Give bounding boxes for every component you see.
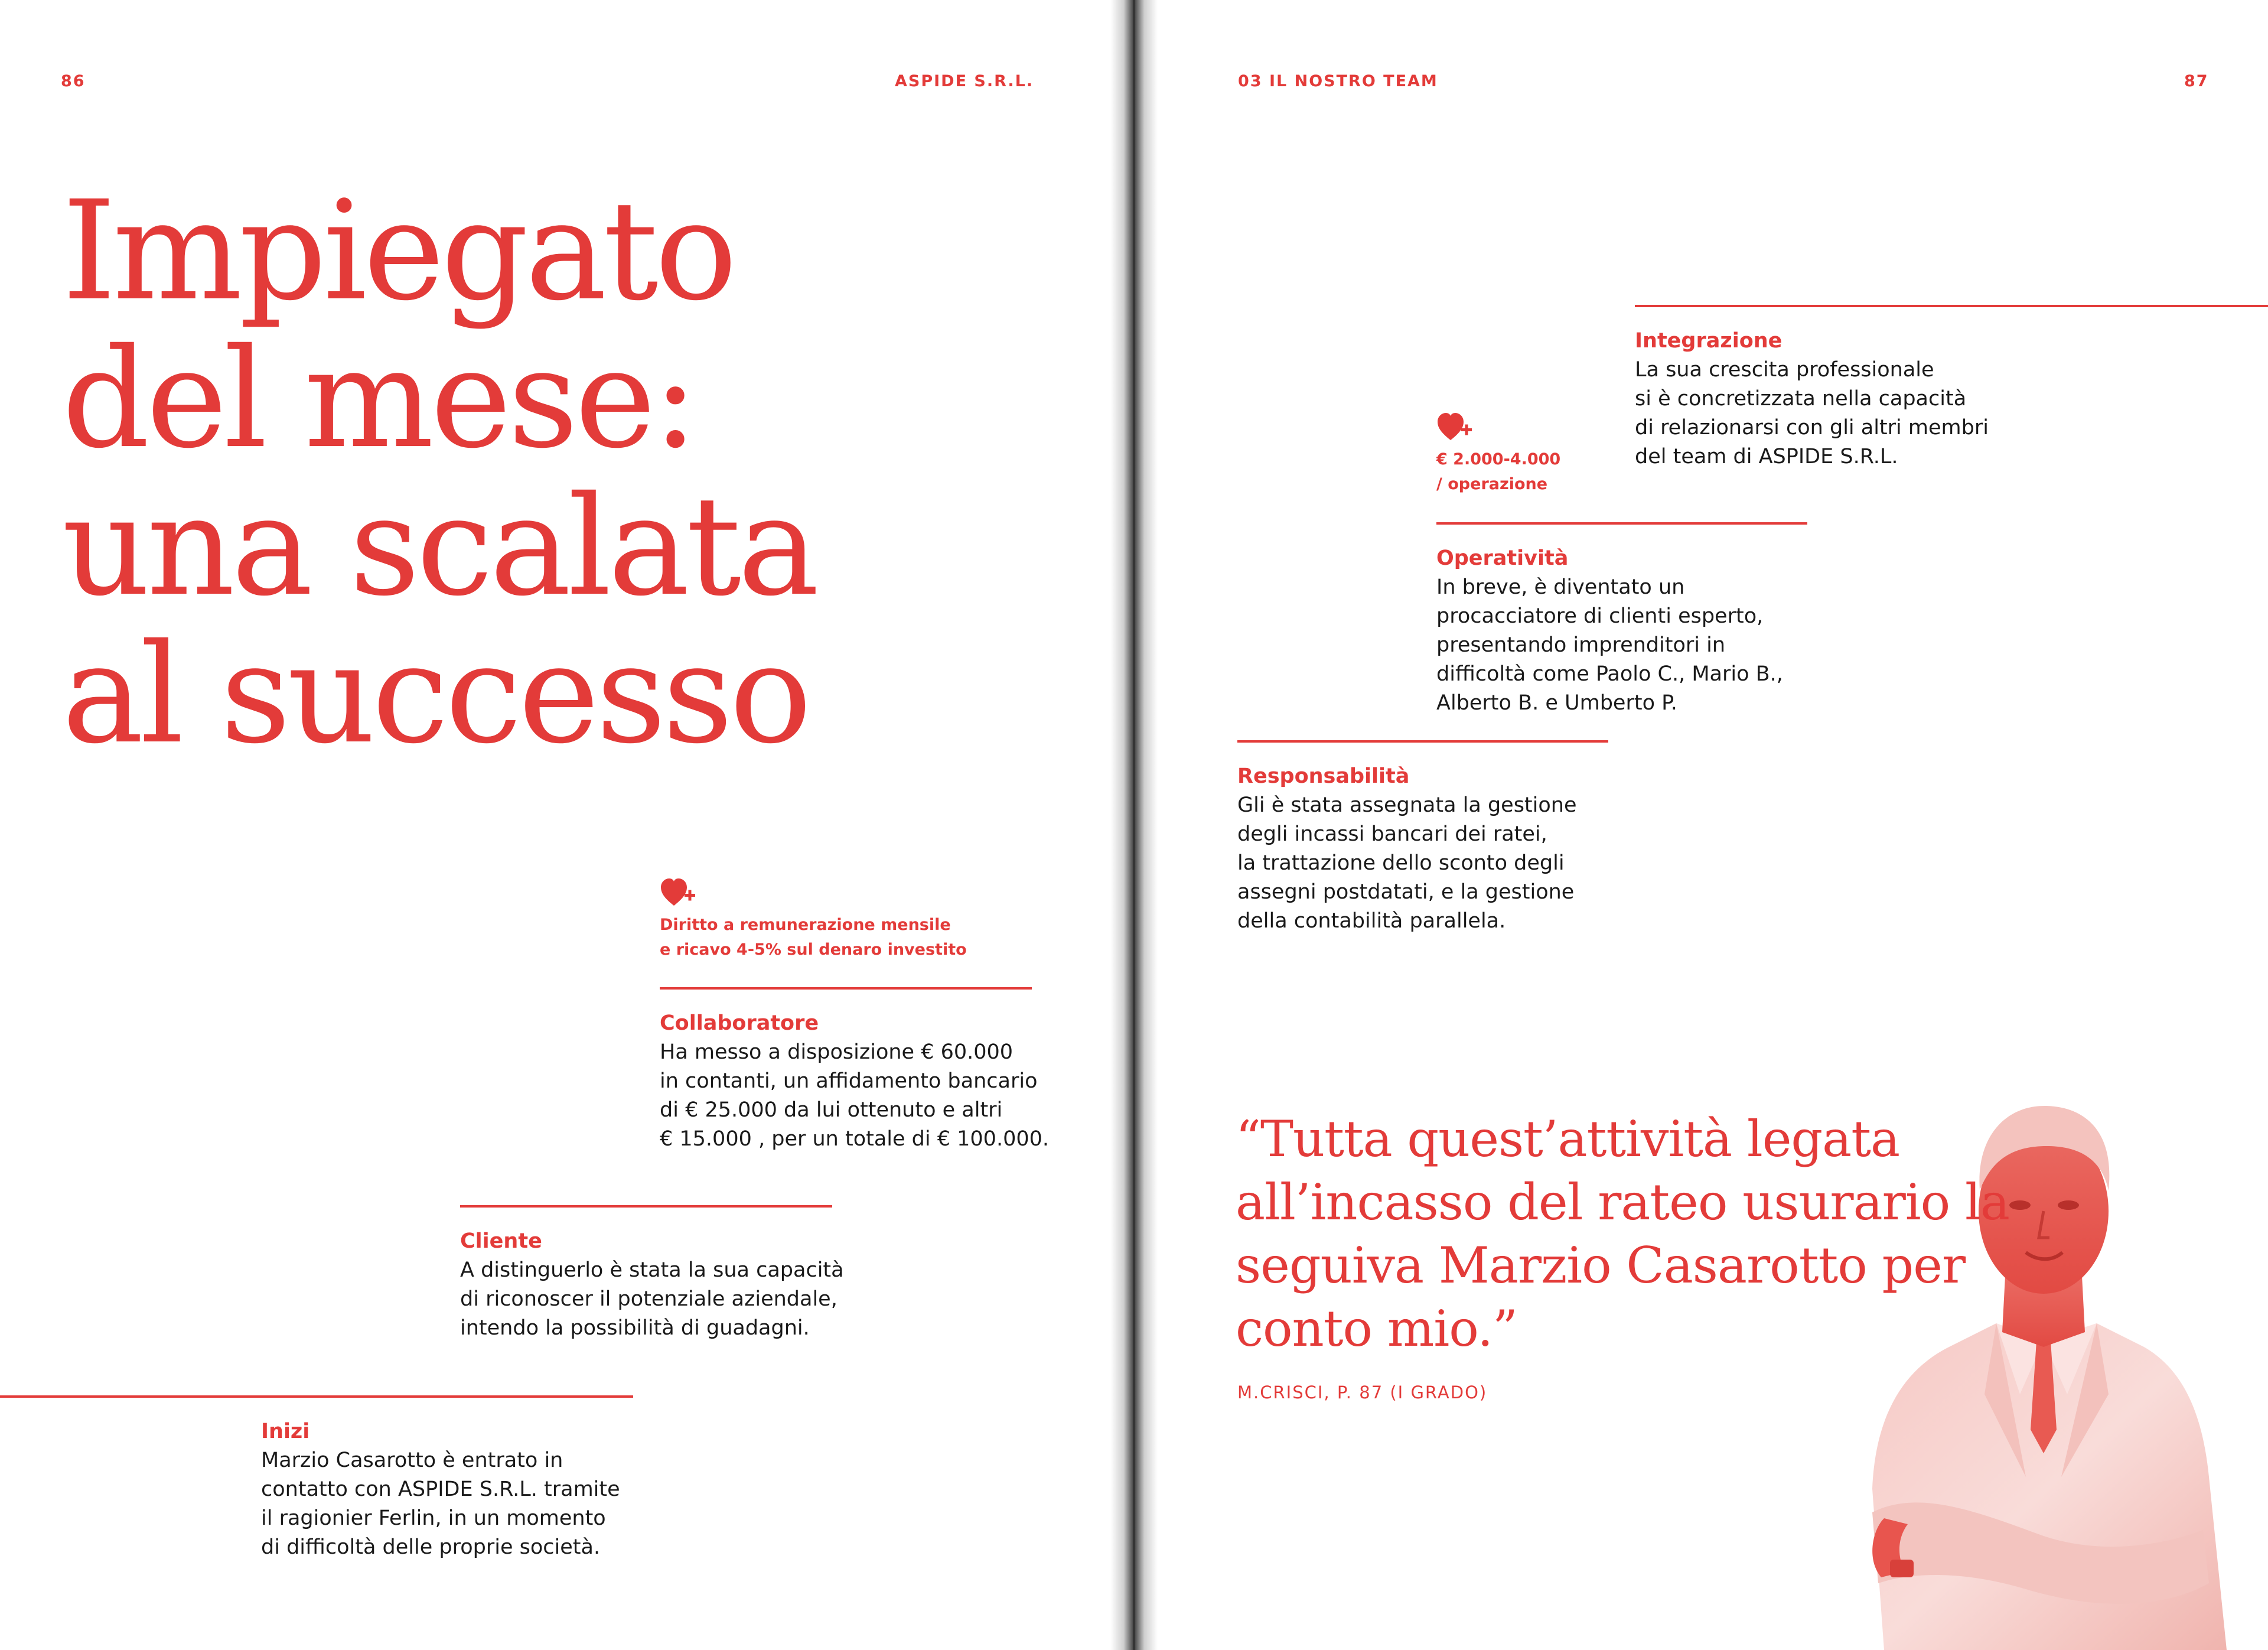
section-body: Gli è stata assegnata la gestione degli incassi bancari dei ratei, la trattazione dello sconto degli assegni postdatati, e la gestione della contabilità parallela. [1237,793,1577,933]
divider-cliente [460,1205,832,1208]
section-heading: Cliente [460,1229,542,1253]
section-heading: Responsabilità [1237,764,1410,788]
section-body: A distinguerlo è stata la sua capacità di riconoscer il potenziale aziendale, intendo la possibilità di guadagni. [460,1258,844,1340]
section-integrazione [1635,327,1989,471]
section-body: Marzio Casarotto è entrato in contatto con ASPIDE S.R.L. tramite il ragionier Ferlin, in un momento di difficoltà delle proprie società. [261,1449,620,1559]
left-page [0,0,1122,1650]
divider-responsabilita [1237,740,1608,743]
section-inizi [261,1417,620,1562]
benefit-remuneration-text: Diritto a remunerazione mensile e ricavo 4-5% sul denaro investito [660,916,967,959]
divider-collaboratore [660,987,1032,990]
benefit-commission-text: € 2.000-4.000 / operazione [1436,450,1561,493]
section-heading: Collaboratore [660,1011,819,1035]
section-operativita [1436,544,1783,718]
divider-inizi [0,1395,633,1398]
title-line-2: del mese: [62,319,695,479]
page-number-right: 87 [2184,72,2209,90]
section-body: Ha messo a disposizione € 60.000 in contanti, un affidamento bancario di € 25.000 da lui ottenuto e altri € 15.000 , per un totale di € 100.000. [660,1040,1050,1151]
running-header-left: ASPIDE S.R.L. [895,72,1034,90]
section-body: In breve, è diventato un procacciatore di clienti esperto, presentando imprenditori in difficoltà come Paolo C., Mario B., Alberto B. e Umberto P. [1436,575,1783,715]
heart-plus-icon [1436,411,1474,444]
title-line-3: una scalata [62,467,816,626]
section-collaboratore [660,1009,1049,1154]
section-heading: Inizi [261,1420,310,1443]
quote-source: M.CRISCI, P. 87 (I GRADO) [1237,1382,1488,1402]
benefit-commission [1436,411,1560,497]
section-responsabilita [1237,762,1577,936]
section-heading: Integrazione [1635,329,1783,353]
title-line-1: Impiegato [62,171,734,331]
section-body: La sua crescita professionale si è concretizzata nella capacità di relazionarsi con gli altri membri del team di ASPIDE S.R.L. [1635,358,1989,468]
running-header-right: 03 IL NOSTRO TEAM [1238,72,1438,90]
book-gutter [1110,0,1158,1650]
section-heading: Operatività [1436,546,1569,570]
heart-plus-icon [660,876,698,909]
title-line-4: al successo [62,614,809,774]
article-title [62,171,816,774]
benefit-remuneration [660,876,967,962]
divider-integrazione [1635,305,2268,307]
page-number-left: 86 [61,72,86,90]
divider-operativita [1436,522,1807,525]
section-cliente [460,1227,844,1343]
pull-quote: “Tutta quest’attività legata all’incasso del rateo usurario la seguiva Marzio Casarotto per conto mio.” [1236,1110,2009,1358]
